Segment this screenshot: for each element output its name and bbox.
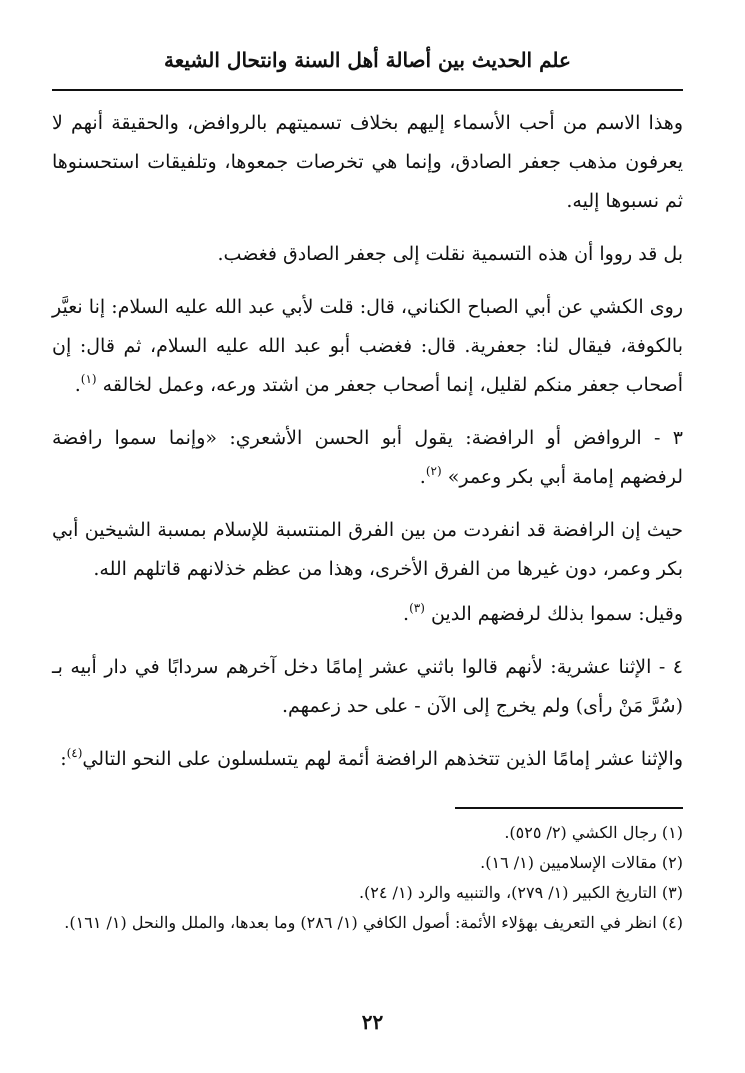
paragraph-4-end: . (419, 466, 426, 488)
footnotes (52, 818, 683, 938)
paragraph-4-text: ٣ - الروافض أو الرافضة: يقول أبو الحسن الأشعري: «وإنما سموا رافضة لرفضهم إمامة أبي بكر وعمر» (52, 427, 683, 488)
paragraph-3-text: روى الكشي عن أبي الصباح الكناني، قال: قلت لأبي عبد الله عليه السلام: إنا نعيَّر بالكوفة، فيقال لنا: جعفرية. قال: فغضب أبو عبد الله عليه السلام، ثم قال: إن أصحاب جعفر منكم لقليل، إنما أصحاب جعفر من اشتد ورعه، وعمل لخالقه (52, 296, 683, 396)
paragraph-8-text: والإثنا عشر إمامًا الذين تتخذهم الرافضة أئمة لهم يتسلسلون على النحو التالي (82, 748, 683, 770)
paragraph-6-end: . (403, 603, 410, 625)
page-number: ٢٢ (361, 1010, 384, 1034)
paragraph-2: بل قد رووا أن هذه التسمية نقلت إلى جعفر الصادق فغضب. (217, 243, 683, 265)
paragraph-4 (52, 419, 683, 497)
footnote-1: (١) رجال الكشي (٢/ ٥٢٥). (504, 823, 683, 842)
running-header: علم الحديث بين أصالة أهل السنة وانتحال الشيعة (164, 48, 571, 72)
footnote-ref-1: (١) (80, 372, 97, 386)
paragraph-6-text: وقيل: سموا بذلك لرفضهم الدين (430, 603, 683, 625)
footnote-3: (٣) التاريخ الكبير (١/ ٢٧٩)، والتنبيه والرد (١/ ٢٤). (358, 883, 683, 902)
footnote-4: (٤) انظر في التعريف بهؤلاء الأئمة: أصول الكافي (١/ ٢٨٦) وما بعدها، والملل والنحل (١/ ١٦١). (64, 913, 683, 932)
main-text (52, 104, 683, 793)
header-rule (52, 89, 683, 91)
footnote-ref-4: (٤) (66, 746, 83, 760)
paragraph-1: وهذا الاسم من أحب الأسماء إليهم بخلاف تسميتهم بالروافض، والحقيقة أنهم لا يعرفون مذهب جعفر الصادق، وإنما هي تخرصات جمعوها، وتلفيقات استحسنوها ثم نسبوها إليه. (52, 112, 683, 212)
paragraph-8 (52, 740, 683, 779)
footnote-ref-2: (٢) (425, 464, 442, 478)
footnote-2: (٢) مقالات الإسلاميين (١/ ١٦). (480, 853, 683, 872)
paragraph-3 (52, 288, 683, 405)
paragraph-3-end: . (74, 374, 81, 396)
paragraph-7: ٤ - الإثنا عشرية: لأنهم قالوا باثني عشر إمامًا دخل آخرهم سردابًا في دار أبيه بـ (سُرَّ مَنْ رأى) ولم يخرج إلى الآن - على حد زعمهم. (52, 656, 683, 717)
paragraph-8-end: : (60, 748, 67, 770)
footnote-separator (455, 807, 683, 809)
paragraph-6 (52, 595, 683, 634)
footnote-ref-3: (٣) (409, 601, 425, 615)
paragraph-5: حيث إن الرافضة قد انفردت من بين الفرق المنتسبة للإسلام بمسبة الشيخين أبي بكر وعمر، دون غيرها من الفرق الأخرى، وهذا من عظم خذلانهم قاتلهم الله. (52, 519, 683, 580)
